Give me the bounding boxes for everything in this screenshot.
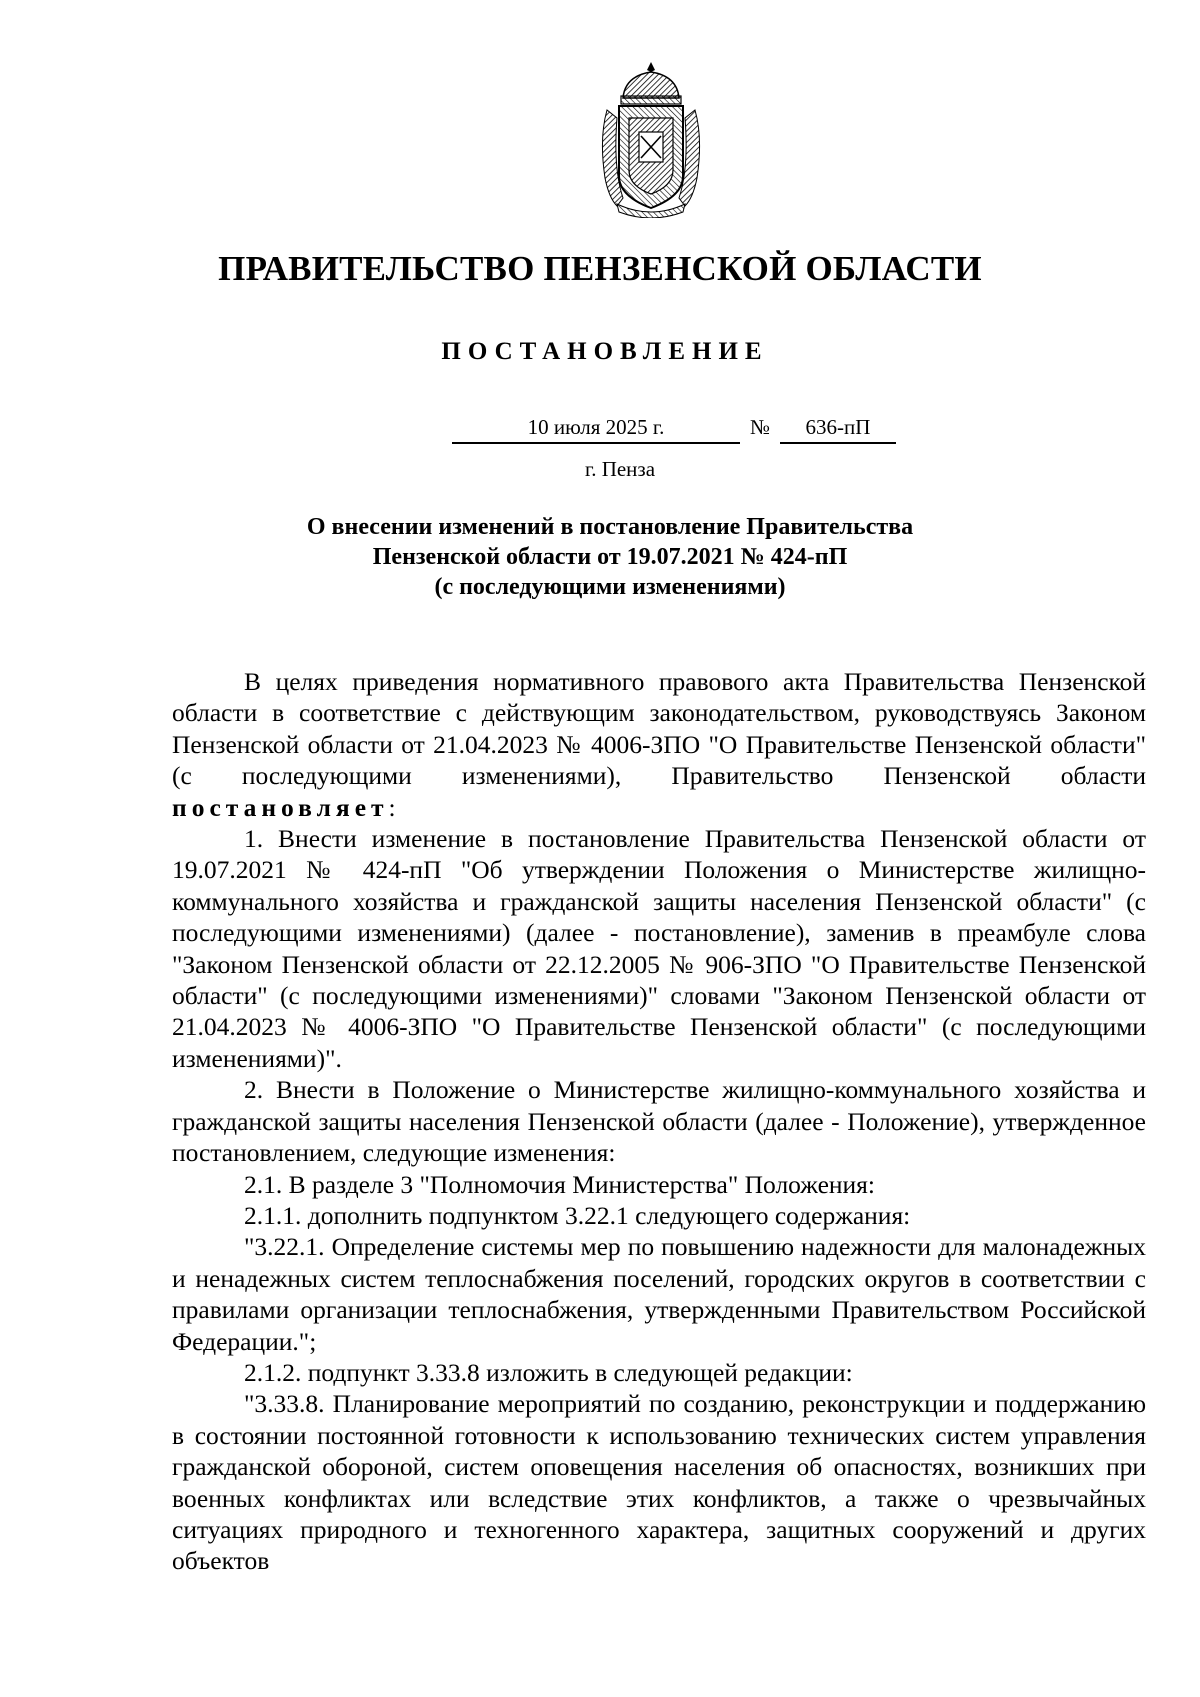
paragraph-quote-3-33-8: "3.33.8. Планирование мероприятий по созданию, реконструкции и поддержанию в состоянии постоянной готовности к использованию технических систем управления гражданской обороной, систем оповещения населения об опасностях, возникших при военных конфликтах или вследствие этих конфликтов, а также о чрезвычайных ситуациях природного и техногенного характера, защитных сооружений и других объектов <box>172 1389 1146 1576</box>
subject-line-3: (с последующими изменениями) <box>434 574 786 600</box>
number-sign: № <box>749 415 771 439</box>
document-number: 636-пП <box>780 412 896 444</box>
document-body <box>172 666 1146 1577</box>
organization-title: ПРАВИТЕЛЬСТВО ПЕНЗЕНСКОЙ ОБЛАСТИ <box>218 249 982 288</box>
paragraph-item-2-1: 2.1. В разделе 3 "Полномочия Министерства" Положения: <box>244 1169 875 1199</box>
preamble-end: : <box>388 792 396 822</box>
document-city: г. Пенза <box>584 457 656 481</box>
paragraph-item-2: 2. Внести в Положение о Министерстве жилищно-коммунального хозяйства и гражданской защиты населения Пензенской области (далее - Положение), утвержденное постановлением, следующие изменения: <box>172 1075 1146 1168</box>
paragraph-item-2-1-2: 2.1.2. подпункт 3.33.8 изложить в следующей редакции: <box>244 1357 853 1387</box>
paragraph-item-1: 1. Внести изменение в постановление Правительства Пензенской области от 19.07.2021 № 424-пП "Об утверждении Положения о Министерстве жилищно-коммунального хозяйства и гражданской защиты населения Пензенской области" (с последующими изменениями) (далее - постановление), заменив в преамбуле слова "Законом Пензенской области от 22.12.2005 № 906-ЗПО "О Правительстве Пензенской области" (с последующими изменениями)" словами "Законом Пензенской области от 21.04.2023 № 4006-ЗПО "О Правительстве Пензенской области" (с последующими изменениями)". <box>172 824 1146 1073</box>
paragraph-preamble <box>172 666 1146 823</box>
coat-of-arms-emblem <box>595 58 707 218</box>
document-type: ПОСТАНОВЛЕНИЕ <box>441 338 769 365</box>
paragraph-item-2-1-1: 2.1.1. дополнить подпунктом 3.22.1 следующего содержания: <box>244 1200 911 1230</box>
subject-line-2: Пензенской области от 19.07.2021 № 424-пП <box>372 544 848 570</box>
document-subject <box>250 512 970 602</box>
document-date: 10 июля 2025 г. <box>452 412 740 444</box>
subject-line-1: О внесении изменений в постановление Правительства <box>306 514 914 540</box>
paragraph-quote-3-22-1: "3.22.1. Определение системы мер по повышению надежности для малонадежных и ненадежных систем теплоснабжения поселений, городских округов в соответствии с правилами организации теплоснабжения, утвержденными Правительством Российской Федерации."; <box>172 1232 1146 1356</box>
resolves-word: постановляет <box>172 792 389 822</box>
preamble-text: В целях приведения нормативного правового акта Правительства Пензенской области в соответствие с действующим законодательством, руководствуясь Законом Пензенской области от 21.04.2023 № 4006-ЗПО "О Правительстве Пензенской области" (с последующими изменениями), Правительство Пензенской области <box>172 667 1146 791</box>
date-number-line <box>0 412 1200 446</box>
